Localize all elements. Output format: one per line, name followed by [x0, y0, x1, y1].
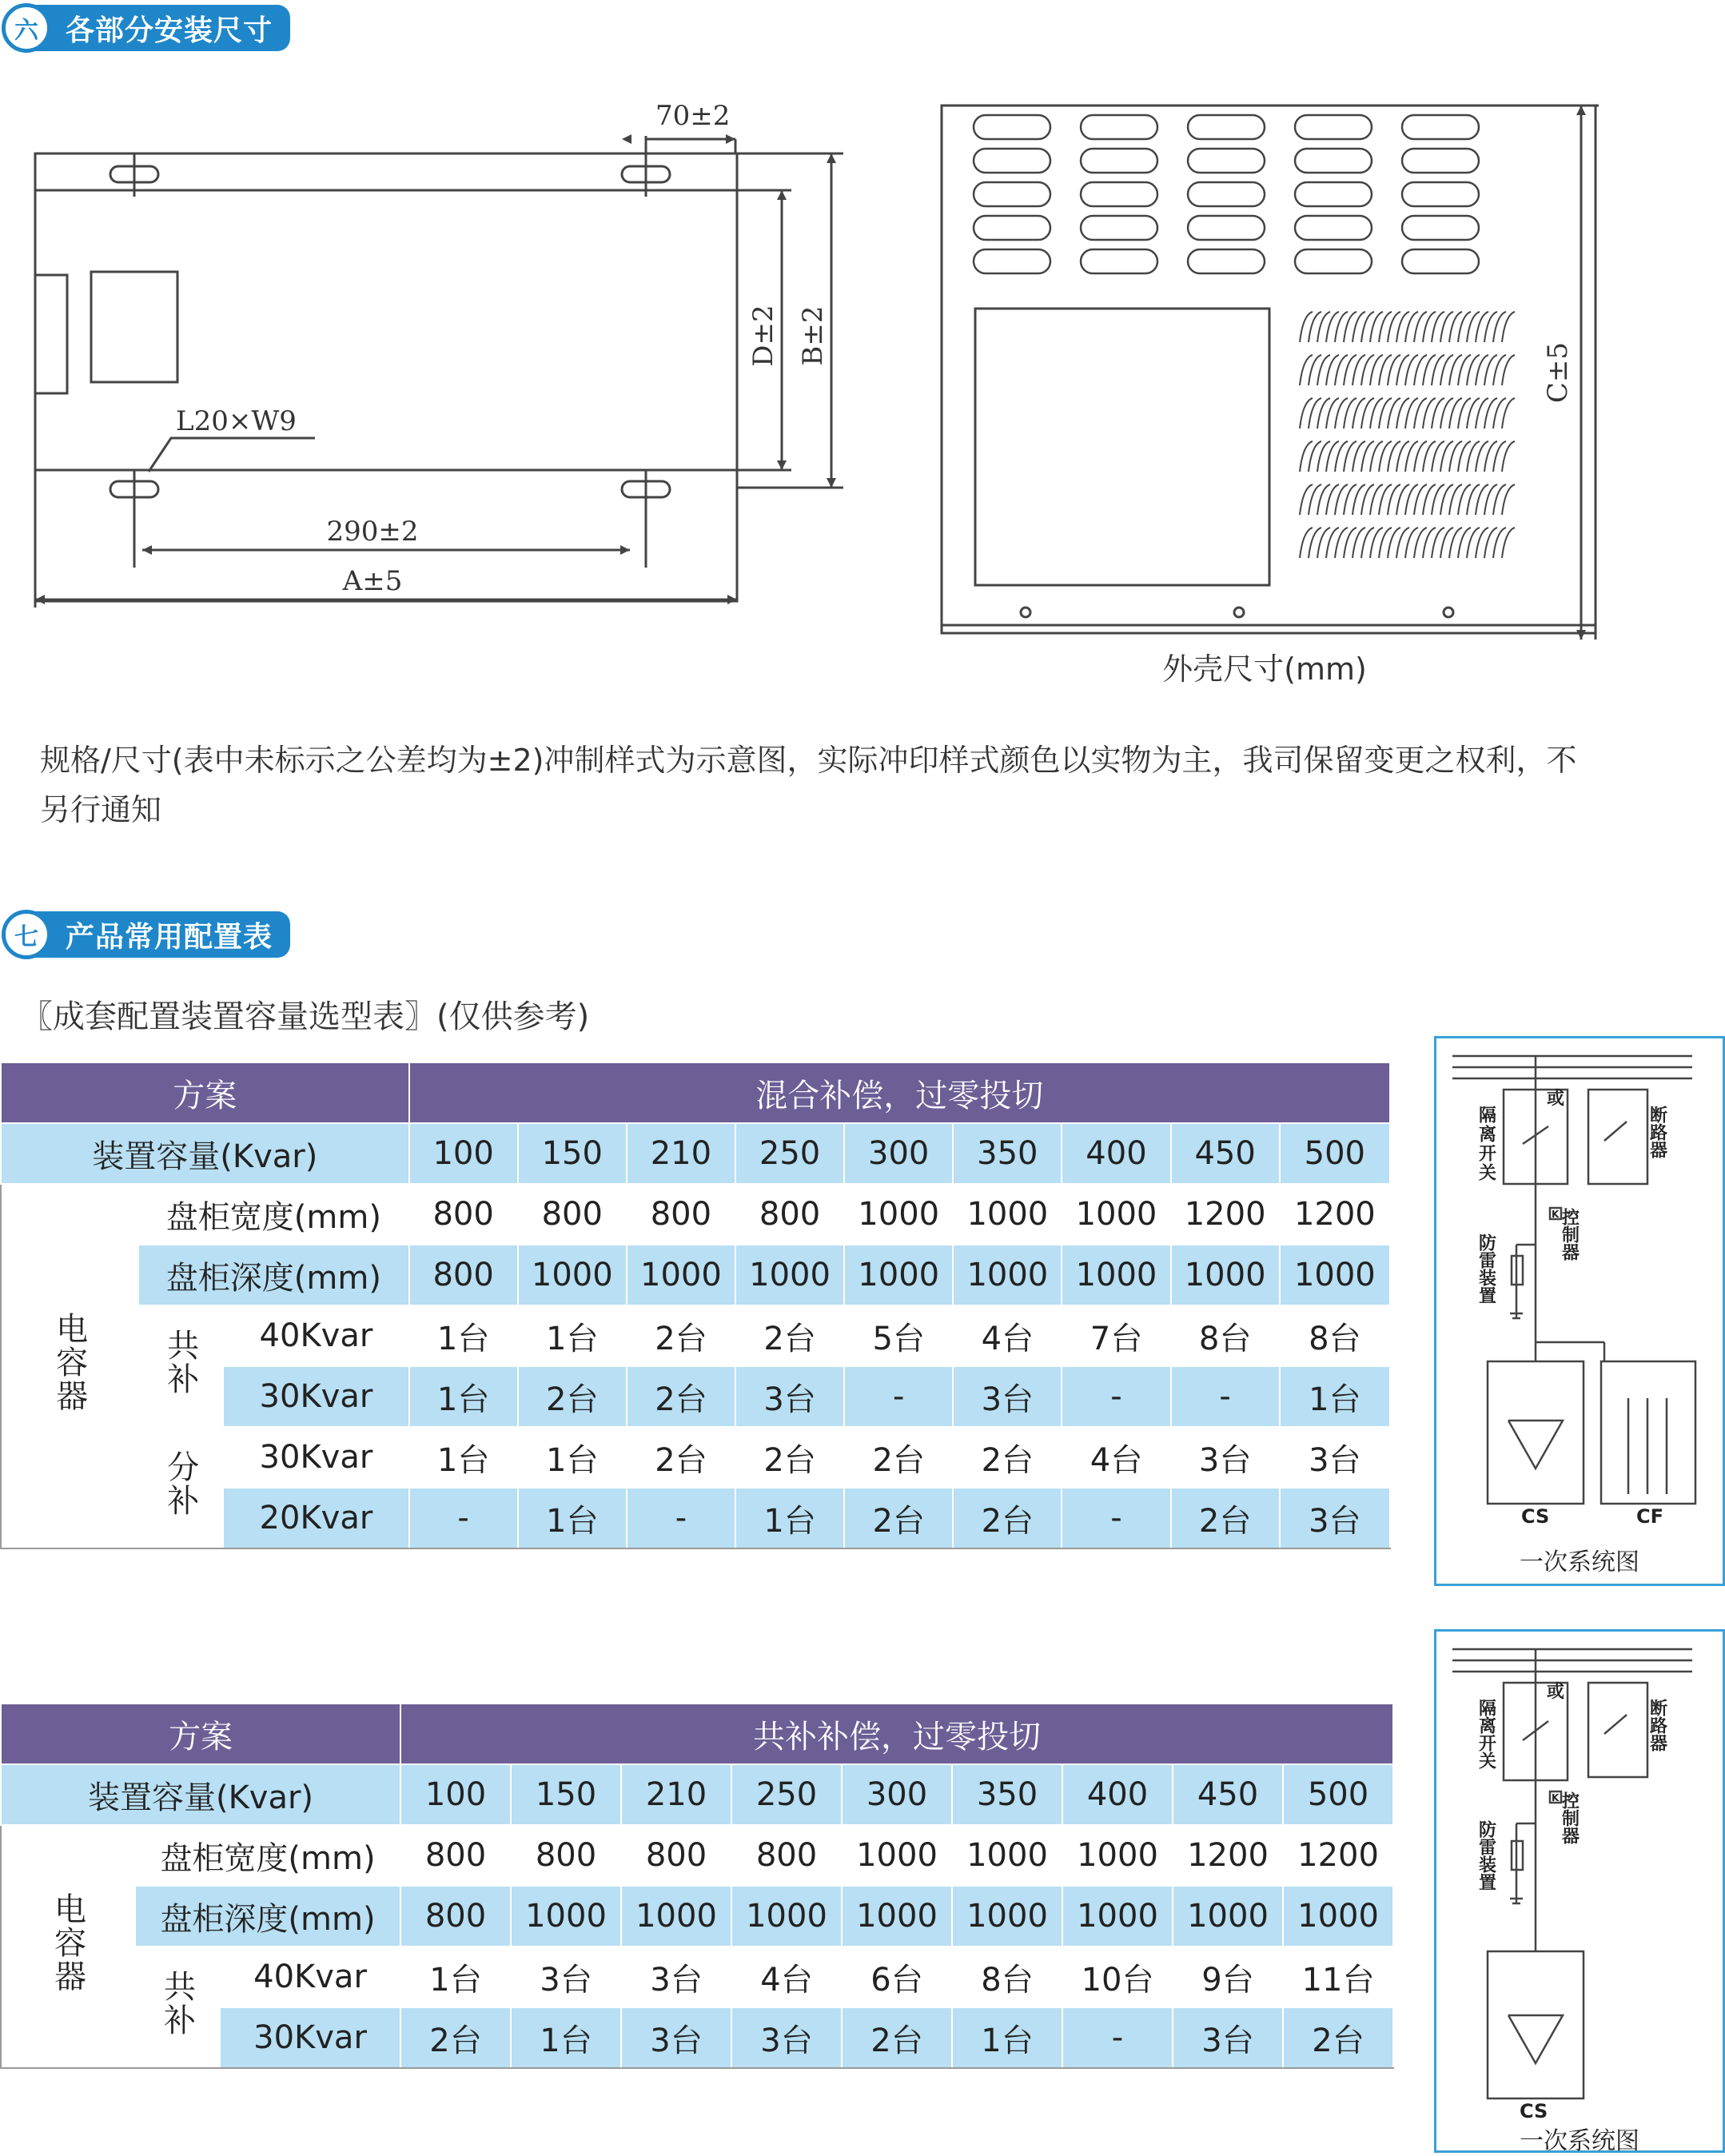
table-cell: 800	[409, 1245, 518, 1305]
table-cell: 500	[1280, 1123, 1390, 1184]
vent-slot	[1188, 115, 1265, 139]
table-cell: 1000	[1171, 1245, 1280, 1305]
table-cell: 400	[1062, 1123, 1170, 1184]
table-cell: 400	[1062, 1764, 1173, 1825]
vent-slot	[1295, 216, 1372, 240]
table-cell: 1台	[518, 1427, 627, 1488]
width-row	[1, 1825, 1393, 1886]
vent-slot	[1402, 249, 1479, 273]
enclosure-dimension-drawing	[0, 88, 1725, 711]
breaker-label: 断路器	[1647, 1106, 1667, 1158]
table-cell: 800	[400, 1886, 511, 1947]
table-cell: 4台	[1062, 1427, 1170, 1488]
table-cell: -	[1062, 1488, 1170, 1548]
louver-line	[1502, 528, 1515, 558]
louver-line	[1502, 355, 1515, 385]
table-cell: 500	[1283, 1764, 1393, 1825]
table-cell: 250	[735, 1123, 844, 1184]
depth-label: 盘柜深度(mm)	[138, 1245, 408, 1305]
capacitor-label: 电容器	[49, 1892, 86, 1993]
table-cell: 2台	[627, 1427, 735, 1488]
table-cell: 2台	[735, 1427, 844, 1488]
dim-d-label: D±2	[747, 305, 779, 367]
table-cell: 1台	[409, 1305, 518, 1366]
table-cell: 450	[1171, 1123, 1280, 1184]
table-cell: 1000	[627, 1245, 735, 1305]
cs-label: CS	[1521, 1505, 1550, 1528]
common-label: 共补	[158, 1970, 196, 2037]
config-table-common	[0, 1703, 1394, 2069]
table-cell: 1台	[511, 2007, 621, 2068]
table-cell: -	[1062, 1366, 1170, 1427]
table-cell: 1000	[735, 1245, 844, 1305]
table-cell: 300	[844, 1123, 953, 1184]
table-cell: 8台	[1280, 1305, 1390, 1366]
vent-slot	[974, 182, 1050, 206]
table-cell: 800	[409, 1184, 518, 1245]
table-cell: 2台	[400, 2007, 511, 2068]
table-cell: 100	[400, 1764, 511, 1825]
table-cell: 1台	[952, 2007, 1062, 2068]
dim-c-label: C±5	[1542, 341, 1574, 404]
table-cell: 1000	[953, 1184, 1062, 1245]
table-cell: 1200	[1283, 1825, 1393, 1886]
table-cell: 3台	[511, 1947, 621, 2007]
table-cell: 210	[627, 1123, 735, 1184]
common30-label: 30Kvar	[220, 2007, 400, 2068]
section-header-6	[2, 2, 290, 54]
table-cell: 1000	[1062, 1184, 1170, 1245]
diagram-caption: 一次系统图	[1520, 1548, 1639, 1576]
drawing-caption: 外壳尺寸(mm)	[1162, 652, 1367, 687]
scheme-value: 混合补偿，过零投切	[409, 1062, 1390, 1123]
table-cell: 3台	[735, 1366, 844, 1427]
table-cell: 1000	[1280, 1245, 1390, 1305]
diagram-caption: 一次系统图	[1520, 2127, 1639, 2155]
table-cell: 1000	[621, 1886, 731, 1947]
vent-slot	[1295, 182, 1372, 206]
table-cell: 1200	[1171, 1184, 1280, 1245]
table-cell: -	[1062, 2007, 1173, 2068]
dim-290-label: 290±2	[326, 516, 419, 548]
table-cell: 1000	[952, 1825, 1062, 1886]
table-cell: 1台	[518, 1488, 627, 1548]
table-cell: 3台	[1280, 1427, 1390, 1488]
table-cell: 2台	[1171, 1488, 1280, 1548]
scheme-value: 共补补偿，过零投切	[400, 1704, 1393, 1764]
or-label: 或	[1547, 1089, 1565, 1109]
table-cell: 10台	[1062, 1947, 1173, 2007]
vent-slot	[1081, 182, 1157, 206]
single-line-diagram-2	[1434, 1629, 1725, 2153]
table-cell: 450	[1173, 1764, 1283, 1825]
table-cell: 2台	[844, 1427, 953, 1488]
table-cell: 1台	[518, 1305, 627, 1366]
section-header-7	[2, 908, 290, 961]
vent-slot	[1081, 249, 1157, 273]
vent-slot	[1188, 249, 1265, 273]
depth-row	[1, 1886, 1393, 1947]
table-cell: 2台	[953, 1427, 1062, 1488]
table-cell: 2台	[735, 1305, 844, 1366]
section-number-badge: 六	[2, 3, 51, 53]
single-line-diagram-1	[1434, 1036, 1725, 1586]
vent-slot	[974, 249, 1050, 273]
arrester-label: 防雷装置	[1476, 1820, 1496, 1891]
table-cell: 8台	[952, 1947, 1062, 2007]
isolator-label: 隔离开关	[1476, 1699, 1496, 1769]
vent-slot	[1188, 182, 1265, 206]
capacity-row	[1, 1764, 1393, 1825]
vent-slot	[1188, 216, 1265, 240]
table-cell: 3台	[731, 2007, 842, 2068]
vent-slot	[1295, 249, 1372, 273]
table-cell: 1000	[844, 1184, 953, 1245]
table-cell: 2台	[627, 1305, 735, 1366]
table-cell: 4台	[731, 1947, 842, 2007]
table-cell: 800	[511, 1825, 621, 1886]
vent-slot	[1081, 115, 1157, 139]
table-cell: 210	[621, 1764, 731, 1825]
table-cell: 800	[621, 1825, 731, 1886]
dim-a-label: A±5	[342, 565, 403, 597]
single-line-diagram-graphic	[1436, 1632, 1725, 2155]
table-cell: 1000	[1283, 1886, 1393, 1947]
vent-slot	[1402, 216, 1479, 240]
arrester-label: 防雷装置	[1476, 1233, 1496, 1304]
tolerance-note: 规格/尺寸(表中未标示之公差均为±2)冲制样式为示意图，实际冲印样式颜色以实物为主，我司保留变更之权利，不另行通知	[40, 743, 1577, 827]
table-cell: 1000	[842, 1825, 952, 1886]
table-cell: 1台	[735, 1488, 844, 1548]
capacity-label: 装置容量(Kvar)	[1, 1123, 409, 1184]
k-label: K	[1552, 1792, 1560, 1803]
cf-label: CF	[1636, 1505, 1664, 1528]
common40-row	[1, 1305, 1390, 1366]
table-cell: 250	[731, 1764, 842, 1825]
or-label: 或	[1547, 1682, 1565, 1702]
capacitor-label: 电容器	[50, 1312, 88, 1413]
table-cell: 1000	[518, 1245, 627, 1305]
common-label: 共补	[161, 1329, 199, 1396]
table-cell: 100	[409, 1123, 518, 1184]
width-label: 盘柜宽度(mm)	[138, 1184, 408, 1245]
common30-label: 30Kvar	[223, 1366, 408, 1427]
table-cell: 1200	[1173, 1825, 1283, 1886]
cs-label: CS	[1520, 2100, 1548, 2122]
vent-slot	[1081, 149, 1157, 173]
depth-row	[1, 1245, 1390, 1305]
section-number-badge: 七	[2, 910, 51, 959]
depth-label: 盘柜深度(mm)	[135, 1886, 400, 1947]
single-line-diagram-graphic	[1436, 1038, 1725, 1588]
table-cell: 1000	[731, 1886, 842, 1947]
dim-70-label: 70±2	[655, 100, 731, 132]
table-cell: 800	[400, 1825, 511, 1886]
controller-label: 控制器	[1559, 1791, 1580, 1844]
table-cell: 800	[735, 1184, 844, 1245]
vent-slot	[974, 115, 1050, 139]
table-cell: 1200	[1280, 1184, 1390, 1245]
table-cell: 1000	[1062, 1245, 1170, 1305]
vent-slot	[974, 216, 1050, 240]
split30-row	[1, 1427, 1390, 1488]
louver-line	[1502, 312, 1515, 342]
common40-label: 40Kvar	[220, 1947, 400, 2007]
common40-label: 40Kvar	[223, 1305, 408, 1366]
table-cell: 1000	[1173, 1886, 1283, 1947]
table-subtitle: 〖成套配置装置容量选型表〗(仅供参考)	[21, 998, 590, 1035]
table-cell: 300	[842, 1764, 952, 1825]
k-label: K	[1552, 1209, 1560, 1220]
table-cell: 1000	[511, 1886, 621, 1947]
config-table-mixed	[0, 1062, 1391, 1549]
table-cell: 2台	[842, 2007, 952, 2068]
isolator-label: 隔离开关	[1476, 1106, 1496, 1182]
table-cell: 350	[953, 1123, 1062, 1184]
vent-slot	[1188, 149, 1265, 173]
width-row	[1, 1184, 1390, 1245]
table-cell: -	[844, 1366, 953, 1427]
vent-slot	[1402, 115, 1479, 139]
table-cell: 6台	[842, 1947, 952, 2007]
table-cell: -	[409, 1488, 518, 1548]
table-cell: 1000	[952, 1886, 1062, 1947]
table-cell: 4台	[953, 1305, 1062, 1366]
table-cell: 3台	[621, 2007, 731, 2068]
table-cell: 1000	[844, 1245, 953, 1305]
table-cell: 5台	[844, 1305, 953, 1366]
table-cell: 7台	[1062, 1305, 1170, 1366]
table-cell: -	[627, 1488, 735, 1548]
table-cell: 1台	[1280, 1366, 1390, 1427]
vent-slot	[1402, 182, 1479, 206]
capacity-label: 装置容量(Kvar)	[1, 1764, 400, 1825]
table-cell: 1000	[1062, 1886, 1173, 1947]
louver-line	[1502, 398, 1515, 428]
table-cell: 3台	[1171, 1427, 1280, 1488]
louver-line	[1502, 484, 1515, 515]
table-cell: 1台	[400, 1947, 511, 2007]
common40-row	[1, 1947, 1393, 2007]
vent-slot	[1295, 149, 1372, 173]
table-cell: 2台	[844, 1488, 953, 1548]
table-cell: -	[1171, 1366, 1280, 1427]
table-cell: 2台	[518, 1366, 627, 1427]
section-title: 产品常用配置表	[34, 911, 290, 958]
table-cell: 800	[731, 1825, 842, 1886]
table-cell: 8台	[1171, 1305, 1280, 1366]
scheme-label: 方案	[1, 1704, 400, 1764]
table-cell: 3台	[1280, 1488, 1390, 1548]
table-cell: 1台	[409, 1427, 518, 1488]
table-cell: 3台	[953, 1366, 1062, 1427]
louver-line	[1502, 441, 1515, 472]
table-cell: 1000	[1062, 1825, 1173, 1886]
vent-slot	[1402, 149, 1479, 173]
table-cell: 1台	[409, 1366, 518, 1427]
table-cell: 150	[511, 1764, 621, 1825]
split-label: 分补	[161, 1450, 199, 1517]
table-cell: 2台	[627, 1366, 735, 1427]
split30-label: 30Kvar	[223, 1427, 408, 1488]
table-cell: 1000	[953, 1245, 1062, 1305]
width-label: 盘柜宽度(mm)	[135, 1825, 400, 1886]
table-cell: 3台	[621, 1947, 731, 2007]
dim-b-label: B±2	[797, 305, 829, 366]
slot-size-label: L20×W9	[176, 405, 297, 437]
vent-slot	[1081, 216, 1157, 240]
vent-slot	[974, 149, 1050, 173]
controller-label: 控制器	[1559, 1208, 1580, 1261]
vent-slot	[1295, 115, 1372, 139]
table-cell: 800	[518, 1184, 627, 1245]
table-cell: 1000	[842, 1886, 952, 1947]
split20-label: 20Kvar	[223, 1488, 408, 1548]
table-cell: 2台	[953, 1488, 1062, 1548]
table-cell: 9台	[1173, 1947, 1283, 2007]
section-title: 各部分安装尺寸	[34, 5, 290, 51]
table-cell: 11台	[1283, 1947, 1393, 2007]
capacity-row	[1, 1123, 1390, 1184]
table-cell: 800	[627, 1184, 735, 1245]
scheme-label: 方案	[1, 1062, 409, 1123]
table-cell: 2台	[1283, 2007, 1393, 2068]
table-cell: 3台	[1173, 2007, 1283, 2068]
breaker-label: 断路器	[1647, 1699, 1667, 1752]
table-cell: 150	[518, 1123, 627, 1184]
table-cell: 350	[952, 1764, 1062, 1825]
